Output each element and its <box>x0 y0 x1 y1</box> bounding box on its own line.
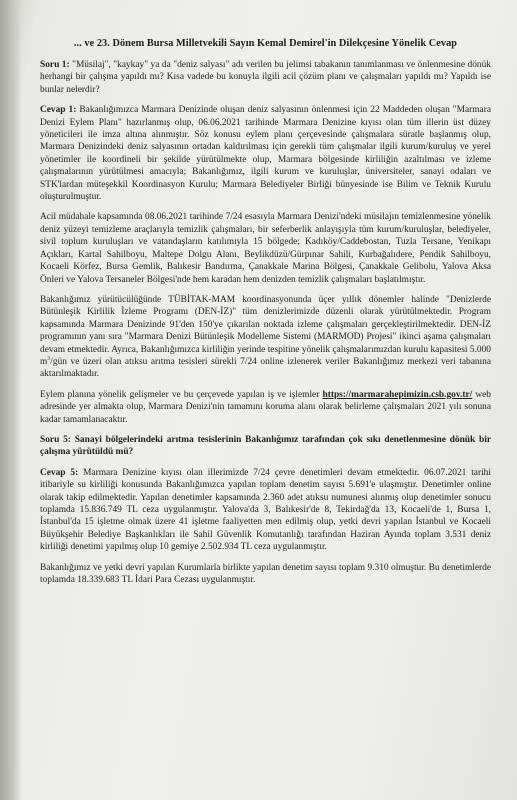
answer-5-label: Cevap 5: <box>40 467 79 478</box>
answer-1-label: Cevap 1: <box>40 105 77 116</box>
answer-5-text: Marmara Denizine kıyısı olan illerimizde 7/24 çevre denetimleri devam etmektedir. 06.07.2021 tarihi itibariyle su kirliliği konusunda Bakanlığımızca yapılan toplam denetim sayısı 5.691'e ulaşmıştır. Denetimler online olarak takip edilmektedir. Yapılan denetimler kapsamında 2.360 adet atıksu numunesi alınmış olup denetimler sonucu toplamda 15.836.749 TL ceza uygulanmıştır. Yalova'da 3, Balıkesir'de 8, Tekirdağ'da 13, Kocaeli'de 1, Bursa 1, İstanbul'da 15 işletme olmak üzere 41 işletme faaliyetten men edilmiş olup, yetki devri yapılan İstanbul ve Kocaeli Büyükşehir Belediye Başkanlıkları ile Sahil Güvenlik Komutanlığı tarafından Haziran Ayında toplam 3.531 deniz kirliliği denetimi yapılmış olup 10 gemiye 2.502.934 TL ceza uygulanmıştır. <box>40 467 491 553</box>
answer-1-paragraph-3-part-a: Bakanlığımız yürütücülüğünde TÜBİTAK-MAM koordinasyonunda üçer yıllık dönemler halinde "Denizlerde Bütünleşik Kirlilik İzleme Programı (DEN-İZ)" tüm denizlerimizde düzenli olarak yürütülmektedir. Program kapsamında Marmara Denizinde 91'den 150'ye çıkarılan noktada izleme çalışmaları gerçekleştirilmektedir. DEN-İZ programının yanı sıra "Marmara Denizi Bütünleşik Modelleme Sistemi (MARMOD) Projesi" ikinci aşama çalışmaları devam etmektedir. Ayrıca, Bakanlığımızca kirliliğin yerinde tespitine yönelik çalışmalarımızdan kurulu kapasitesi 5.000 m <box>40 294 491 367</box>
answer-1-paragraph-4-part-b: web adresinde yer almakta olup, Marmara Denizi'nin tamamını koruma alanı olarak belirleme çalışmaları 2021 yılı sonuna kadar tamamlanacaktır. <box>40 389 491 425</box>
answer-5-paragraph-1 <box>40 467 491 554</box>
answer-5-paragraph-2: Bakanlığımız ve yetki devri yapılan Kurumlarla birlikte yapılan denetim sayısı toplam 9.310 olmuştur. Bu denetimlerde toplamda 18.339.683 TL İdari Para Cezası uygulanmıştır. <box>40 562 491 586</box>
answer-1-paragraph-3 <box>40 294 491 381</box>
answer-1-paragraph-4 <box>40 389 491 426</box>
document-title: ... ve 23. Dönem Bursa Milletvekili Sayın Kemal Demirel'in Dilekçesine Yönelik Cevap <box>73 38 458 49</box>
question-5: Soru 5: Sanayi bölgelerindeki arıtma tesislerinin Bakanlığımız tarafından çok sıkı denetlenmesine dönük bir çalışma yürütüldü mü? <box>40 434 491 458</box>
paper-fold-shadow <box>0 0 22 800</box>
cubic-superscript: 3 <box>47 355 51 362</box>
answer-1-paragraph-2: Acil müdahale kapsamında 08.06.2021 tarihinde 7/24 esasıyla Marmara Denizi'ndeki müsilajın temizlenmesine yönelik deniz yüzeyi temizleme araçlarıyla temizlik çalışmaları, bir seferberlik anlayışıyla tüm kurum/kuruluşlar, belediyeler, sivil toplum kuruluşları ve vatandaşların katılımıyla 15 bölgede; Kadıköy/Caddebostan, Tuzla Tersane, Yenikapı Açıkları, Kartal Sahilboyu, Maltepe Dolgu Alanı, Beylikdüzü/Gürpınar Sahili, Kurbağalıdere, Pendik Sahilboyu, Kocaeli Körfez, Bursa Gemlik, Balıkesir Bandırma, Çanakkale Marina Bölgesi, Çanakkale Gelibolu, Yalova Aksa Önleri ve Yalova Tersaneler Bölgesi'nde hem karadan hem denizden temizlik çalışmaları başlatılmıştır. <box>40 212 491 285</box>
answer-1-paragraph-3-part-b: /gün ve üzeri olan atıksu arıtma tesisleri sürekli 7/24 online izlenerek veriler Bakanlığımız merkezi veri tabanına aktarılmaktadır. <box>40 356 491 380</box>
question-1-text: "Müsilaj", "kaykay" ya da "deniz salyası" adı verilen bu jelimsi tabakanın tanımlanması ve önlenmesine dönük herhangi bir çalışma yapıldı mı? Kısa vadede bu konuyla ilgili acil çözüm planı ve çalışmaları yapıldı mı? Yapıldı ise bunlar nelerdir? <box>40 60 491 95</box>
question-1-label: Soru 1: <box>40 60 70 70</box>
answer-1-paragraph-4-part-a: Eylem planına yönelik gelişmeler ve bu çerçevede yapılan iş ve işlemler <box>40 389 323 400</box>
answer-1-paragraph-1 <box>40 104 491 203</box>
website-link[interactable]: https://marmarahepimizin.csb.gov.tr/ <box>322 389 473 400</box>
answer-1-text: Bakanlığımızca Marmara Denizinde oluşan deniz salyasının önlenmesi için 22 Maddeden oluşan "Marmara Denizi Eylem Planı" hazırlanmış olup, 06.06.2021 tarihinde Marmara Denizine kıyısı olan tüm illerin üst düzey yöneticileri ile imza altına alınmıştır. Söz konusu eylem planı çerçevesinde çalışmalara süratle başlanmış olup, Marmara Denizindeki deniz salyasının ortadan kaldırılması için gerekli tüm çalışmalar ilgili kurum/kuruluş ve yerel yönetimler ile koordineli bir şekilde yürütülmekte olup, Marmara bölgesinde kirliliğin azaltılması ve izleme çalışmalarının yürütülmesi amacıyla; Bakanlığımız, ilgili kurum ve kuruluşlar, üniversiteler, sanayi odaları ve STK'lardan müteşekkil Koordinasyon Kurulu; Marmara Belediyeler Birliği bünyesinde ise Bilim ve Teknik Kurulu oluşturulmuştur. <box>40 105 491 203</box>
question-1 <box>40 59 491 96</box>
